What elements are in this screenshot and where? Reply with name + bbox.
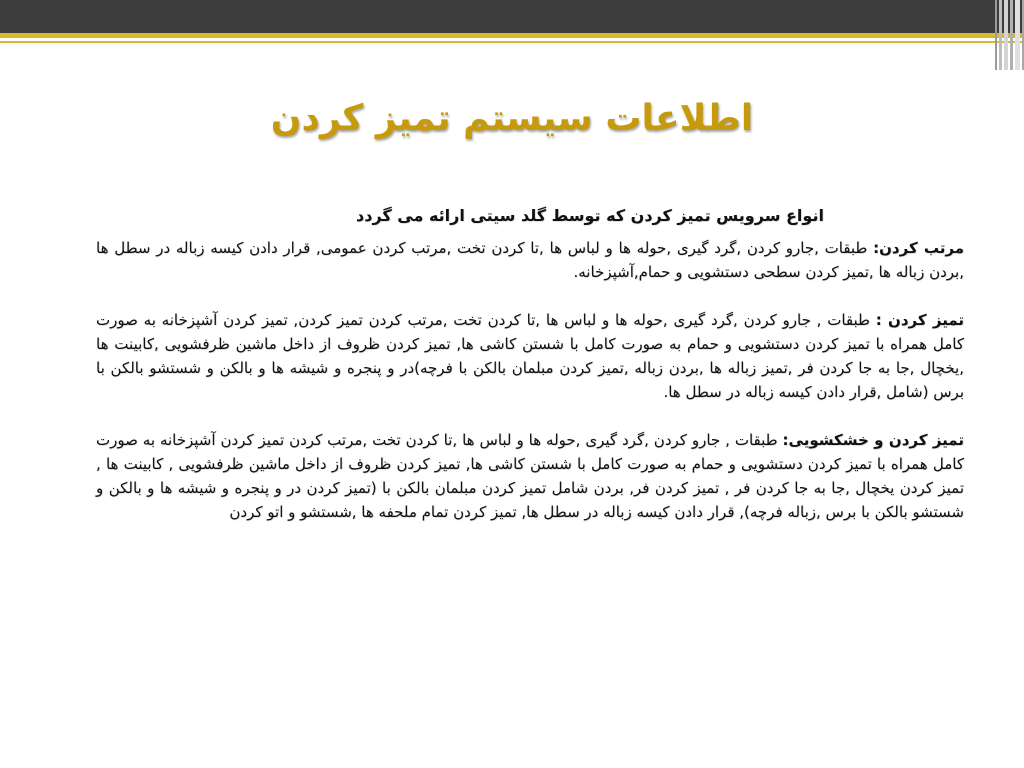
intro-heading: انواع سرویس تمیز کردن که توسط گلد سیتی ارائه می گردد — [356, 206, 824, 225]
gold-accent-line-thin — [0, 41, 1024, 43]
slide-title: اطلاعات سیستم تمیز کردن — [270, 98, 754, 139]
section-paragraph — [96, 236, 964, 284]
section-label: مرتب کردن: — [873, 239, 964, 257]
section-label: تمیز کردن و خشکشویی: — [782, 431, 964, 449]
section-text: طبقات ,جارو کردن ,گرد گیری ,حوله ها و لباس ها ,تا کردن تخت ,مرتب کردن عمومی, قرار دادن کیسه زباله در سطل ها ,بردن زباله ها ,تمیز کردن سطحی دستشویی و حمام,آشپزخانه. — [96, 239, 964, 281]
top-bar — [0, 0, 1024, 33]
section-label: تمیز کردن : — [875, 311, 965, 329]
section-text: طبقات , جارو کردن ,گرد گیری ,حوله ها و لباس ها ,تا کردن تخت ,مرتب کردن تمیز کردن آشپزخانه به صورت کامل همراه با تمیز کردن دستشویی و حمام به صورت کامل با شستن کاشی ها, تمیز کردن ظروف از داخل ماشین ظرفشویی , کابینت ها , تمیز کردن یخچال ,جا به جا کردن فر , تمیز کردن فر, بردن شامل تمیز کردن مبلمان بالکن با (تمیز کردن در و پنجره و شیشه ها و بالکن و شستشو بالکن با برس ,زباله فرچه), قرار دادن کیسه زباله در سطل ها, تمیز کردن تمام ملحفه ها ,شستشو و اتو کردن — [96, 431, 964, 521]
section-paragraph — [96, 428, 964, 524]
slide-content — [96, 200, 964, 548]
section-paragraph — [96, 308, 964, 404]
gold-accent-line — [0, 33, 1024, 38]
corner-stripes-decoration — [988, 0, 1024, 70]
section-text: طبقات , جارو کردن ,گرد گیری ,حوله ها و لباس ها ,تا کردن تخت ,مرتب کردن تمیز کردن, تمیز کردن آشپزخانه به صورت کامل همراه با تمیز کردن دستشویی و حمام به صورت کامل با شستن کاشی ها, تمیز کردن ظروف از داخل ماشین ظرفشویی ,کابینت ها ,یخچال ,جا به جا کردن فر ,تمیز زباله ها ,بردن زباله ,تمیز کردن مبلمان بالکن با فرچه)در و پنجره و شیشه ها و بالکن و شستشو بالکن با برس (شامل ,قرار دادن کیسه زباله در سطل ها. — [96, 311, 964, 401]
